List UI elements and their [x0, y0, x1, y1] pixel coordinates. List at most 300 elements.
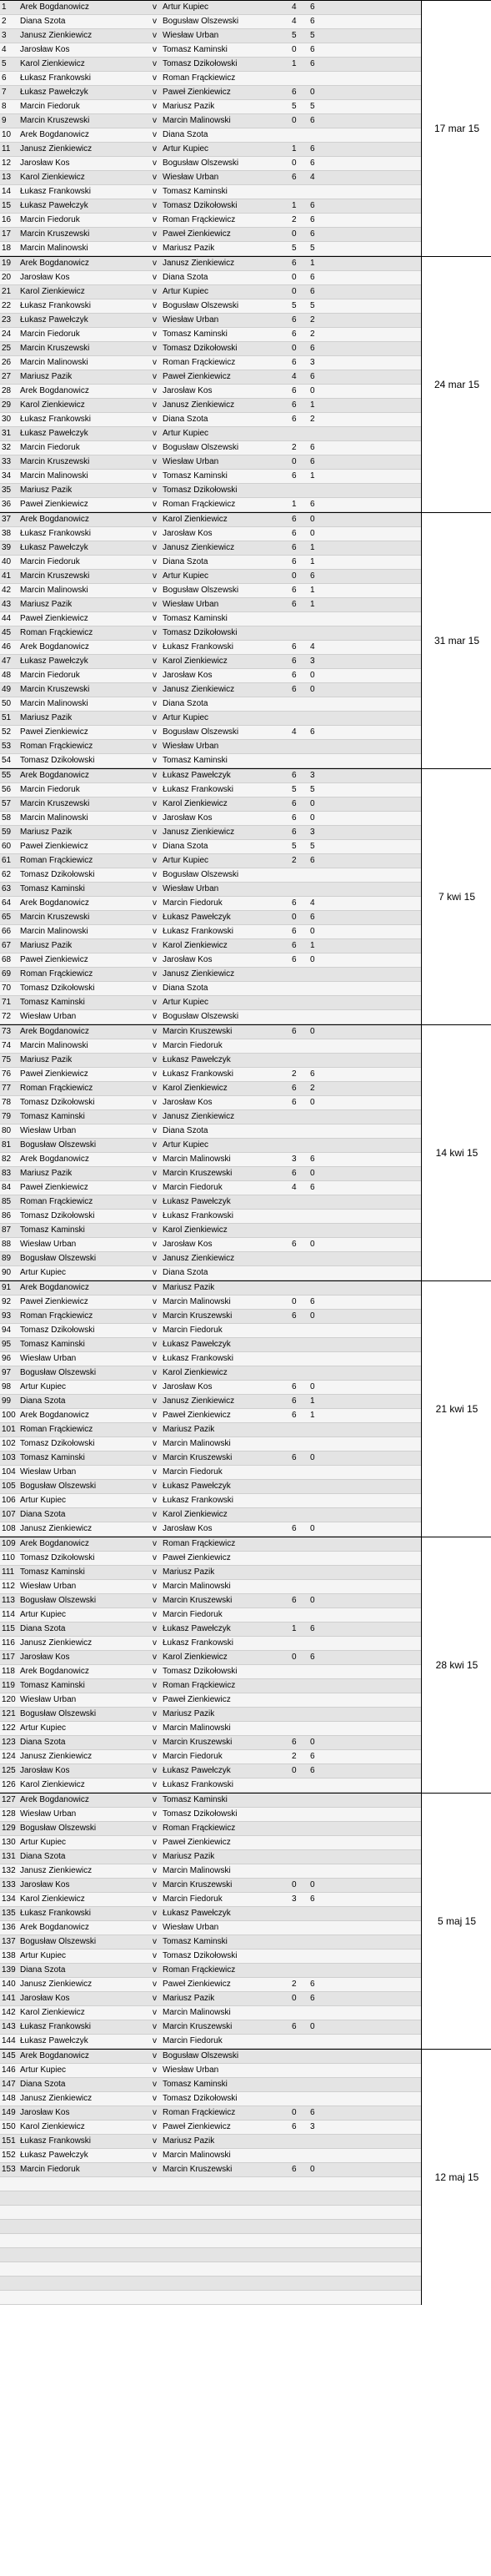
versus-label: v: [153, 1055, 157, 1064]
away-player: [163, 2262, 289, 2276]
away-score: [310, 1494, 320, 1507]
home-player: Bogusław Olszewski: [20, 1482, 97, 1491]
versus-label: v: [153, 1980, 157, 1989]
away-player: [163, 2277, 289, 2290]
match-number: 66: [2, 927, 12, 936]
home-score: 6: [292, 471, 297, 480]
table-row: [0, 513, 491, 527]
home-score: [292, 754, 302, 767]
versus-label: v: [153, 2036, 157, 2045]
table-row: [0, 285, 491, 299]
versus-label: v: [153, 102, 157, 111]
away-player: Łukasz Frankowski: [163, 1069, 234, 1079]
versus-label: v: [153, 1852, 157, 1861]
home-player: [20, 2191, 152, 2205]
home-score: [292, 1637, 302, 1650]
round-date: 12 maj 15: [421, 2050, 491, 2305]
match-number: 50: [2, 699, 12, 708]
match-number: 98: [2, 1382, 12, 1391]
away-score: [310, 1252, 320, 1265]
home-player: Łukasz Pawełczyk: [20, 88, 88, 97]
away-player: Karol Zienkiewicz: [163, 1084, 228, 1093]
versus-label: v: [153, 842, 157, 851]
versus-label: v: [153, 913, 157, 922]
match-number: 65: [2, 913, 12, 922]
versus-label: v: [153, 1723, 157, 1733]
versus-label: v: [153, 116, 157, 125]
match-number: 105: [2, 1482, 16, 1491]
away-player: [163, 2248, 289, 2262]
versus-label: v: [153, 1411, 157, 1420]
match-number: 133: [2, 1880, 16, 1889]
away-player: Artur Kupiec: [163, 3, 209, 12]
table-row: [0, 1153, 491, 1167]
versus-label: v: [153, 586, 157, 595]
match-number: 57: [2, 799, 12, 808]
table-row: [0, 1794, 491, 1808]
away-score: [310, 1808, 320, 1821]
home-player: [20, 2220, 152, 2233]
match-number: 119: [2, 1681, 15, 1690]
home-player: Marcin Fiedoruk: [20, 557, 80, 566]
match-number: 12: [2, 158, 12, 168]
away-player: Jarosław Kos: [163, 813, 213, 823]
round-block: [0, 1537, 491, 1793]
table-row: [0, 854, 491, 868]
away-score: 6: [310, 1994, 315, 2003]
away-score: 2: [310, 330, 315, 339]
table-row: [0, 1921, 491, 1935]
match-number: 103: [2, 1453, 16, 1462]
home-score: [292, 2078, 302, 2091]
home-score: 6: [292, 1596, 297, 1605]
away-player: Łukasz Frankowski: [163, 1496, 234, 1505]
home-player: Mariusz Pazik: [20, 600, 73, 609]
versus-label: v: [153, 2165, 157, 2174]
table-row: [0, 1224, 491, 1238]
table-row: [0, 1722, 491, 1736]
home-player: Karol Zienkiewicz: [20, 400, 85, 410]
match-number: 6: [2, 73, 7, 83]
away-player: Artur Kupiec: [163, 1140, 209, 1150]
away-score: 6: [310, 457, 315, 466]
home-score: 6: [292, 1098, 297, 1107]
away-score: 6: [310, 1980, 315, 1989]
away-player: Tomasz Kaminski: [163, 187, 228, 196]
home-player: [20, 2262, 152, 2276]
home-player: Jarosław Kos: [20, 2108, 70, 2117]
table-row: [0, 769, 491, 783]
match-number: 148: [2, 2094, 16, 2103]
home-score: 0: [292, 344, 297, 353]
versus-label: v: [153, 955, 157, 964]
away-score: 5: [310, 842, 315, 851]
match-number: 94: [2, 1326, 12, 1335]
versus-label: v: [153, 813, 157, 823]
versus-label: v: [153, 1638, 157, 1648]
away-score: [310, 2006, 320, 2020]
away-player: Mariusz Pazik: [163, 1283, 215, 1292]
home-player: Artur Kupiec: [20, 1496, 67, 1505]
home-score: 0: [292, 45, 297, 54]
away-score: [310, 1352, 320, 1366]
match-number: 60: [2, 842, 12, 851]
versus-label: v: [153, 1681, 157, 1690]
away-player: Artur Kupiec: [163, 287, 209, 296]
home-score: 6: [292, 1453, 297, 1462]
away-score: 6: [310, 1894, 315, 1904]
home-player: Marcin Fiedoruk: [20, 2165, 80, 2174]
away-score: 6: [310, 1297, 315, 1306]
away-score: 1: [310, 400, 315, 410]
versus-label: v: [153, 400, 157, 410]
away-score: [310, 2035, 320, 2048]
home-player: Bogusław Olszewski: [20, 1368, 97, 1377]
match-number: 141: [2, 1994, 16, 2003]
table-row: [0, 1594, 491, 1608]
home-player: Jarosław Kos: [20, 1653, 70, 1662]
away-player: Łukasz Pawełczyk: [163, 1482, 231, 1491]
match-number: 24: [2, 330, 12, 339]
match-number: 87: [2, 1225, 12, 1235]
away-score: 0: [310, 1596, 315, 1605]
home-player: Mariusz Pazik: [20, 713, 73, 722]
table-row: [0, 726, 491, 740]
home-score: [292, 484, 302, 497]
away-score: [310, 1139, 320, 1152]
versus-label: v: [153, 1439, 157, 1448]
home-player: Jarosław Kos: [20, 273, 70, 282]
home-score: 6: [292, 173, 297, 182]
versus-label: v: [153, 500, 157, 509]
away-score: [310, 1637, 320, 1650]
away-player: Mariusz Pazik: [163, 102, 215, 111]
away-player: Janusz Zienkiewicz: [163, 1112, 235, 1121]
home-score: 6: [292, 1524, 297, 1533]
match-number: 51: [2, 713, 12, 722]
home-score: 6: [292, 1738, 297, 1747]
away-score: [310, 968, 320, 981]
away-score: 0: [310, 1382, 315, 1391]
away-score: 1: [310, 586, 315, 595]
home-score: 6: [292, 828, 297, 837]
versus-label: v: [153, 1894, 157, 1904]
home-score: [292, 1324, 302, 1337]
away-player: Paweł Zienkiewicz: [163, 1695, 231, 1704]
match-number: 67: [2, 941, 12, 950]
versus-label: v: [153, 1752, 157, 1761]
away-player: Roman Frąckiewicz: [163, 73, 236, 83]
home-score: [292, 1508, 302, 1522]
match-number: 153: [2, 2165, 16, 2174]
away-score: [310, 1039, 320, 1053]
away-player: Łukasz Frankowski: [163, 1638, 234, 1648]
away-player: Wiesław Urban: [163, 884, 219, 893]
away-player: Bogusław Olszewski: [163, 443, 239, 452]
away-score: 6: [310, 158, 315, 168]
table-row: [0, 868, 491, 883]
round-block: [0, 1280, 491, 1537]
home-score: 4: [292, 372, 297, 381]
match-number: 28: [2, 386, 12, 395]
table-row: [0, 1210, 491, 1224]
match-number: 96: [2, 1354, 12, 1363]
home-score: [292, 1139, 302, 1152]
table-row: [0, 2050, 491, 2064]
home-score: [292, 2035, 302, 2048]
away-player: Diana Szota: [163, 273, 208, 282]
versus-label: v: [153, 457, 157, 466]
table-row: [0, 1679, 491, 1693]
versus-label: v: [153, 1567, 157, 1577]
away-score: [310, 1195, 320, 1209]
away-player: Paweł Zienkiewicz: [163, 2122, 231, 2131]
home-player: Marcin Malinowski: [20, 471, 88, 480]
table-row: [0, 370, 491, 385]
versus-label: v: [153, 2151, 157, 2160]
table-row: [0, 470, 491, 484]
table-row: [0, 754, 491, 768]
match-number: 135: [2, 1909, 16, 1918]
away-player: Tomasz Kaminski: [163, 45, 228, 54]
away-score: [310, 2248, 320, 2262]
versus-label: v: [153, 1311, 157, 1321]
home-player: Arek Bogdanowicz: [20, 1283, 89, 1292]
away-score: [310, 1679, 320, 1693]
match-number: 80: [2, 1126, 12, 1135]
table-row: [0, 1281, 491, 1296]
home-score: [292, 1281, 302, 1295]
versus-label: v: [153, 1098, 157, 1107]
round-date: 14 kwi 15: [421, 1025, 491, 1280]
versus-label: v: [153, 1012, 157, 1021]
away-player: Marcin Malinowski: [163, 2008, 231, 2017]
away-score: 0: [310, 1098, 315, 1107]
away-score: 0: [310, 927, 315, 936]
home-score: 6: [292, 898, 297, 908]
match-number: 143: [2, 2022, 16, 2031]
match-number: 29: [2, 400, 12, 410]
away-score: 6: [310, 500, 315, 509]
versus-label: v: [153, 529, 157, 538]
match-number: 146: [2, 2065, 16, 2075]
match-number: 144: [2, 2036, 16, 2045]
match-number: 106: [2, 1496, 16, 1505]
versus-label: v: [153, 2122, 157, 2131]
versus-label: v: [153, 1453, 157, 1462]
match-number: 93: [2, 1311, 12, 1321]
home-player: Łukasz Frankowski: [20, 301, 92, 310]
match-number: 2: [2, 17, 7, 26]
home-score: 6: [292, 941, 297, 950]
table-row: [0, 271, 491, 285]
match-number: [2, 2291, 20, 2304]
home-score: 4: [292, 727, 297, 737]
versus-label: v: [153, 330, 157, 339]
home-score: [292, 1252, 302, 1265]
away-player: Roman Frąckiewicz: [163, 500, 236, 509]
versus-label: v: [153, 1211, 157, 1220]
home-score: [292, 1552, 302, 1565]
home-player: Łukasz Frankowski: [20, 2022, 92, 2031]
match-number: 118: [2, 1667, 15, 1676]
away-score: [310, 72, 320, 85]
away-score: [310, 2206, 320, 2219]
home-player: Marcin Fiedoruk: [20, 102, 80, 111]
away-player: Roman Frąckiewicz: [163, 1539, 236, 1548]
home-player: Paweł Zienkiewicz: [20, 842, 88, 851]
away-player: Wiesław Urban: [163, 2065, 219, 2075]
table-row: [0, 697, 491, 712]
table-row: [0, 1508, 491, 1522]
away-player: Diana Szota: [163, 984, 208, 993]
away-score: 6: [310, 45, 315, 54]
versus-label: v: [153, 1866, 157, 1875]
match-number: 61: [2, 856, 12, 865]
away-player: Tomasz Dzikołowski: [163, 344, 238, 353]
home-score: [292, 2006, 302, 2020]
match-number: 48: [2, 671, 12, 680]
versus-label: v: [153, 1965, 157, 1975]
match-number: 125: [2, 1766, 16, 1775]
away-player: Wiesław Urban: [163, 315, 219, 325]
home-score: 6: [292, 586, 297, 595]
table-row: [0, 1566, 491, 1580]
home-score: 5: [292, 102, 297, 111]
away-score: 1: [310, 259, 315, 268]
table-row: [0, 612, 491, 626]
versus-label: v: [153, 130, 157, 139]
away-score: 6: [310, 913, 315, 922]
match-number: 70: [2, 984, 12, 993]
versus-label: v: [153, 73, 157, 83]
versus-label: v: [153, 1738, 157, 1747]
home-player: Łukasz Pawełczyk: [20, 315, 88, 325]
away-player: Jarosław Kos: [163, 1524, 213, 1533]
versus-label: v: [153, 429, 157, 438]
match-number: 124: [2, 1752, 16, 1761]
home-player: Diana Szota: [20, 1852, 66, 1861]
away-player: Marcin Kruszewski: [163, 1027, 233, 1036]
home-score: [292, 1124, 302, 1138]
versus-label: v: [153, 1667, 157, 1676]
away-player: Tomasz Kaminski: [163, 1937, 228, 1946]
home-player: Arek Bogdanowicz: [20, 2051, 89, 2060]
versus-label: v: [153, 273, 157, 282]
home-score: 0: [292, 229, 297, 239]
away-score: [310, 982, 320, 995]
versus-label: v: [153, 1197, 157, 1206]
versus-label: v: [153, 1069, 157, 1079]
home-player: Tomasz Dzikołowski: [20, 870, 95, 879]
round-date: 28 kwi 15: [421, 1537, 491, 1793]
home-player: Wiesław Urban: [20, 1809, 77, 1819]
table-row: [0, 2149, 491, 2163]
versus-label: v: [153, 173, 157, 182]
home-player: Marcin Fiedoruk: [20, 330, 80, 339]
home-score: [292, 2234, 302, 2247]
versus-label: v: [153, 1225, 157, 1235]
away-score: 0: [310, 386, 315, 395]
away-player: Artur Kupiec: [163, 713, 209, 722]
away-score: 1: [310, 941, 315, 950]
home-player: Janusz Zienkiewicz: [20, 1524, 93, 1533]
table-row: [0, 15, 491, 29]
match-number: 32: [2, 443, 12, 452]
home-score: [292, 1950, 302, 1963]
away-score: [310, 1110, 320, 1124]
home-player: Łukasz Frankowski: [20, 415, 92, 424]
home-score: 0: [292, 457, 297, 466]
home-player: Marcin Malinowski: [20, 927, 88, 936]
table-row: [0, 314, 491, 328]
versus-label: v: [153, 1709, 157, 1718]
away-player: Marcin Fiedoruk: [163, 1041, 223, 1050]
home-player: Bogusław Olszewski: [20, 1140, 97, 1150]
away-player: Diana Szota: [163, 415, 208, 424]
home-score: [292, 1352, 302, 1366]
match-number: 90: [2, 1268, 12, 1277]
versus-label: v: [153, 927, 157, 936]
versus-label: v: [153, 642, 157, 652]
versus-label: v: [153, 386, 157, 395]
away-player: Paweł Zienkiewicz: [163, 1838, 231, 1847]
home-score: [292, 1039, 302, 1053]
away-player: Wiesław Urban: [163, 600, 219, 609]
versus-label: v: [153, 1653, 157, 1662]
table-row: [0, 584, 491, 598]
versus-label: v: [153, 1340, 157, 1349]
away-player: Karol Zienkiewicz: [163, 1225, 228, 1235]
home-player: Tomasz Kaminski: [20, 1340, 85, 1349]
home-player: Mariusz Pazik: [20, 486, 73, 495]
away-score: 0: [310, 1880, 315, 1889]
match-number: 145: [2, 2051, 16, 2060]
match-number: [2, 2277, 20, 2290]
away-player: [163, 2177, 289, 2191]
home-score: 0: [292, 158, 297, 168]
away-player: Tomasz Dzikołowski: [163, 486, 238, 495]
home-score: 6: [292, 813, 297, 823]
away-score: 5: [310, 102, 315, 111]
home-player: Jarosław Kos: [20, 1994, 70, 2003]
table-row: [0, 171, 491, 185]
versus-label: v: [153, 1425, 157, 1434]
away-player: Mariusz Pazik: [163, 1852, 215, 1861]
home-player: Roman Frąckiewicz: [20, 742, 93, 751]
versus-label: v: [153, 941, 157, 950]
versus-label: v: [153, 571, 157, 581]
match-number: [2, 2191, 20, 2205]
home-score: [292, 185, 302, 199]
home-player: Janusz Zienkiewicz: [20, 144, 93, 153]
table-row: [0, 2220, 491, 2234]
away-score: [310, 1921, 320, 1935]
table-row: [0, 740, 491, 754]
away-player: Paweł Zienkiewicz: [163, 1980, 231, 1989]
table-row: [0, 2135, 491, 2149]
away-score: [310, 2291, 320, 2304]
home-player: Tomasz Kaminski: [20, 1112, 85, 1121]
away-score: 6: [310, 144, 315, 153]
away-score: [310, 128, 320, 142]
away-player: Łukasz Pawełczyk: [163, 1624, 231, 1633]
table-row: [0, 1580, 491, 1594]
home-score: 6: [292, 386, 297, 395]
away-score: 6: [310, 1155, 315, 1164]
match-number: 123: [2, 1738, 16, 1747]
home-score: 1: [292, 59, 297, 68]
